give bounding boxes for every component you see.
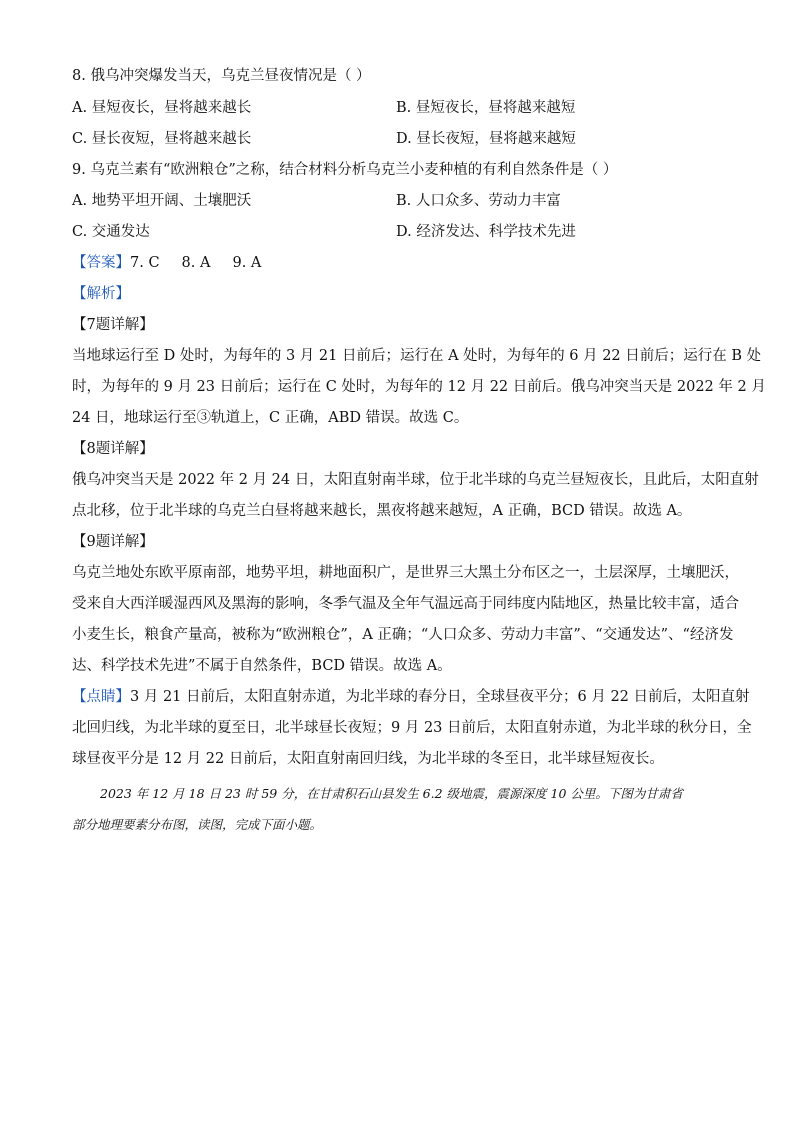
detail-7-line: 时，为每年的 9 月 23 日前后；运行在 C 处时，为每年的 12 月 22 日前后。俄乌冲突当天是 2022 年 2 月 — [72, 379, 766, 395]
answer-line — [72, 253, 261, 273]
question-9-option-b: B. 人口众多、劳动力丰富 — [396, 193, 561, 209]
answer-item: 8. A — [181, 255, 211, 271]
detail-8-heading: 【8题详解】 — [72, 441, 154, 457]
answer-item: 7. C — [130, 255, 160, 271]
detail-9-line: 乌克兰地处东欧平原南部，地势平坦，耕地面积广，是世界三大黑土分布区之一，土层深厚，土壤肥沃， — [72, 565, 739, 581]
tips-line: 球昼夜平分是 12 月 22 日前后，太阳直射南回归线，为北半球的冬至日，北半球昼短夜长。 — [72, 751, 664, 767]
question-8-option-a: A. 昼短夜长，昼将越来越长 — [72, 100, 252, 116]
detail-8-line: 俄乌冲突当天是 2022 年 2 月 24 日，太阳直射南半球，位于北半球的乌克兰昼短夜长，且此后，太阳直射 — [72, 472, 759, 488]
analysis-tag: 【解析】 — [72, 286, 130, 302]
tips-text: 3 月 21 日前后，太阳直射赤道，为北半球的春分日，全球昼夜平分；6 月 22 日前后，太阳直射 — [130, 689, 750, 705]
detail-9-line: 小麦生长，粮食产量高，被称为“欧洲粮仓”，A 正确；“人口众多、劳动力丰富”、“交通发达”、“经济发 — [72, 627, 734, 643]
material-line: 部分地理要素分布图，读图，完成下面小题。 — [72, 817, 323, 832]
answer-tag: 【答案】 — [72, 255, 130, 271]
tips-line — [72, 687, 750, 707]
tips-tag: 【点睛】 — [72, 689, 130, 705]
detail-9-line: 达、科学技术先进”不属于自然条件，BCD 错误。故选 A。 — [72, 658, 452, 674]
detail-7-heading: 【7题详解】 — [72, 317, 154, 333]
question-9-stem: 9. 乌克兰素有“欧洲粮仓”之称，结合材料分析乌克兰小麦种植的有利自然条件是（ ） — [72, 162, 618, 178]
question-8-stem: 8. 俄乌冲突爆发当天，乌克兰昼夜情况是（ ） — [72, 68, 371, 84]
detail-8-line: 点北移，位于北半球的乌克兰白昼将越来越长，黑夜将越来越短，A 正确，BCD 错误。故选 A。 — [72, 503, 692, 519]
question-9-option-d: D. 经济发达、科学技术先进 — [396, 224, 576, 240]
question-8-option-c: C. 昼长夜短，昼将越来越长 — [72, 131, 252, 147]
detail-9-line: 受来自大西洋暖湿西风及黑海的影响，冬季气温及全年气温远高于同纬度内陆地区，热量比较丰富，适合 — [72, 596, 739, 612]
material-line: 2023 年 12 月 18 日 23 时 59 分，在甘肃积石山县发生 6.2 级地震，震源深度 10 公里。下图为甘肃省 — [100, 786, 683, 801]
detail-7-line: 24 日，地球运行至③轨道上，C 正确，ABD 错误。故选 C。 — [72, 410, 469, 426]
question-8-option-b: B. 昼短夜长，昼将越来越短 — [396, 100, 576, 116]
answer-item: 9. A — [232, 255, 262, 271]
detail-9-heading: 【9题详解】 — [72, 534, 154, 550]
tips-line: 北回归线，为北半球的夏至日，北半球昼长夜短；9 月 23 日前后，太阳直射赤道，为北半球的秋分日，全 — [72, 720, 752, 736]
question-9-option-a: A. 地势平坦开阔、土壤肥沃 — [72, 193, 252, 209]
detail-7-line: 当地球运行至 D 处时，为每年的 3 月 21 日前后；运行在 A 处时，为每年的 6 月 22 日前后；运行在 B 处 — [72, 348, 762, 364]
question-8-option-d: D. 昼长夜短，昼将越来越短 — [396, 131, 576, 147]
question-9-option-c: C. 交通发达 — [72, 224, 150, 240]
